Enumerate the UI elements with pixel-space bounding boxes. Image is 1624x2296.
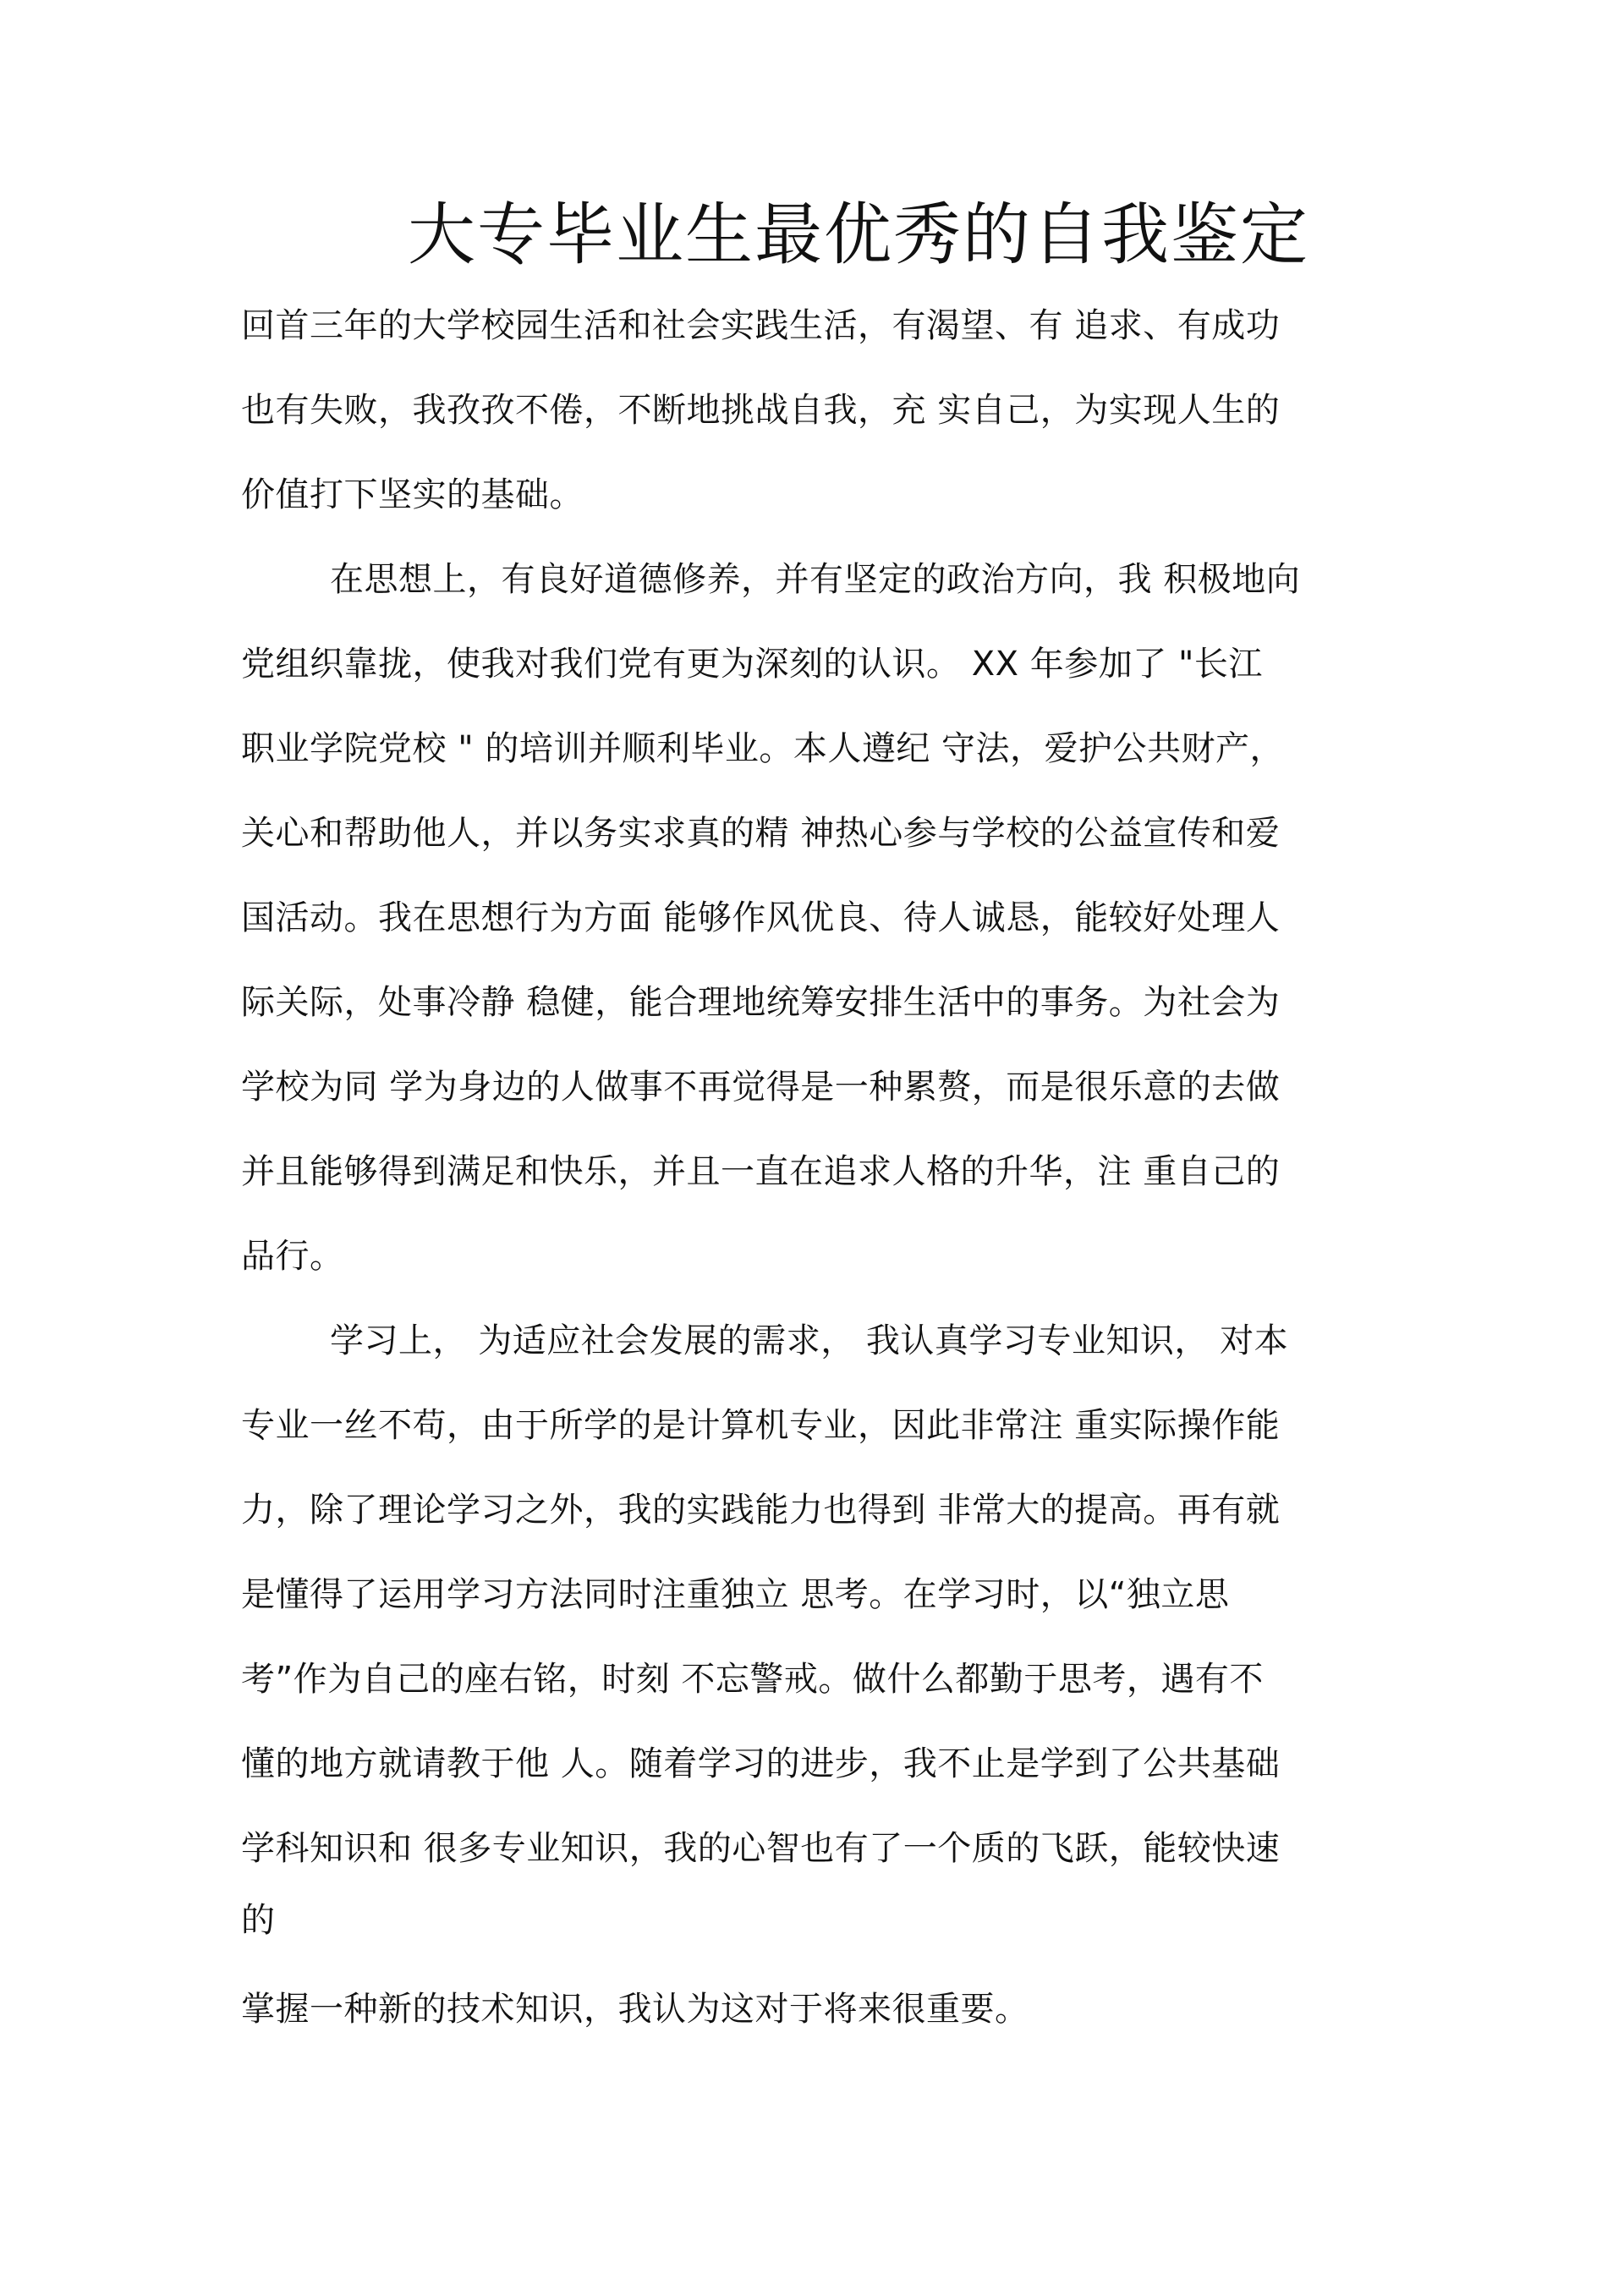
text-line: 掌握一种新的技术知识，我认为这对于将来很重要。 [241, 1990, 1029, 2029]
paragraph-first-line: 学习上， 为适应社会发展的需求， 我认真学习专业知识， 对本 [330, 1321, 1289, 1360]
text-line: 关心和帮助他人，并以务实求真的精 神热心参与学校的公益宣传和爱 [241, 814, 1281, 853]
text-line: 考”作为自己的座右铭，时刻 不忘警戒。做什么都勤于思考，遇有不 [241, 1660, 1264, 1699]
text-line: 国活动。我在思想行为方面 能够作风优良、待人诚恳，能较好处理人 [241, 898, 1281, 937]
text-line: 力，除了理论学习之外，我的实践能力也得到 非常大的提高。再有就 [241, 1491, 1281, 1530]
text-line: 是懂得了运用学习方法同时注重独立 思考。在学习时，以“独立思 [241, 1575, 1230, 1614]
text-line: 党组织靠拢，使我对我们党有更为深刻的认识。 XX 年参加了 "长江 [241, 645, 1263, 684]
text-line: 学校为同 学为身边的人做事不再觉得是一种累赘，而是很乐意的去做 [241, 1068, 1281, 1107]
paragraph-first-line: 在思想上，有良好道德修养，并有坚定的政治方向，我 积极地向 [330, 560, 1301, 599]
text-line: 并且能够得到满足和快乐，并且一直在追求人格的升华，注 重自己的 [241, 1152, 1281, 1191]
text-line: 回首三年的大学校园生活和社会实践生活，有渴望、有 追求、有成功 [241, 306, 1281, 345]
text-line: 品行。 [241, 1237, 344, 1276]
text-line: 学科知识和 很多专业知识，我的心智也有了一个质的飞跃，能较快速 [241, 1829, 1281, 1868]
text-line: 也有失败，我孜孜不倦，不断地挑战自我，充 实自己，为实现人生的 [241, 391, 1281, 430]
text-line: 职业学院党校 " 的培训并顺利毕业。本人遵纪 守法，爱护公共财产， [241, 729, 1285, 768]
document-title: 大专毕业生最优秀的自我鉴定 [408, 195, 1309, 274]
text-line: 的 [241, 1901, 276, 1940]
text-line: 专业一丝不苟，由于所学的是计算机专业，因此非常注 重实际操作能 [241, 1406, 1281, 1445]
text-line: 际关际，处事冷静 稳健，能合理地统筹安排生活中的事务。为社会为 [241, 983, 1281, 1022]
text-line: 价值打下坚实的基础。 [241, 475, 584, 514]
text-line: 懂的地方就请教于他 人。随着学习的进步，我不止是学到了公共基础 [241, 1744, 1281, 1783]
